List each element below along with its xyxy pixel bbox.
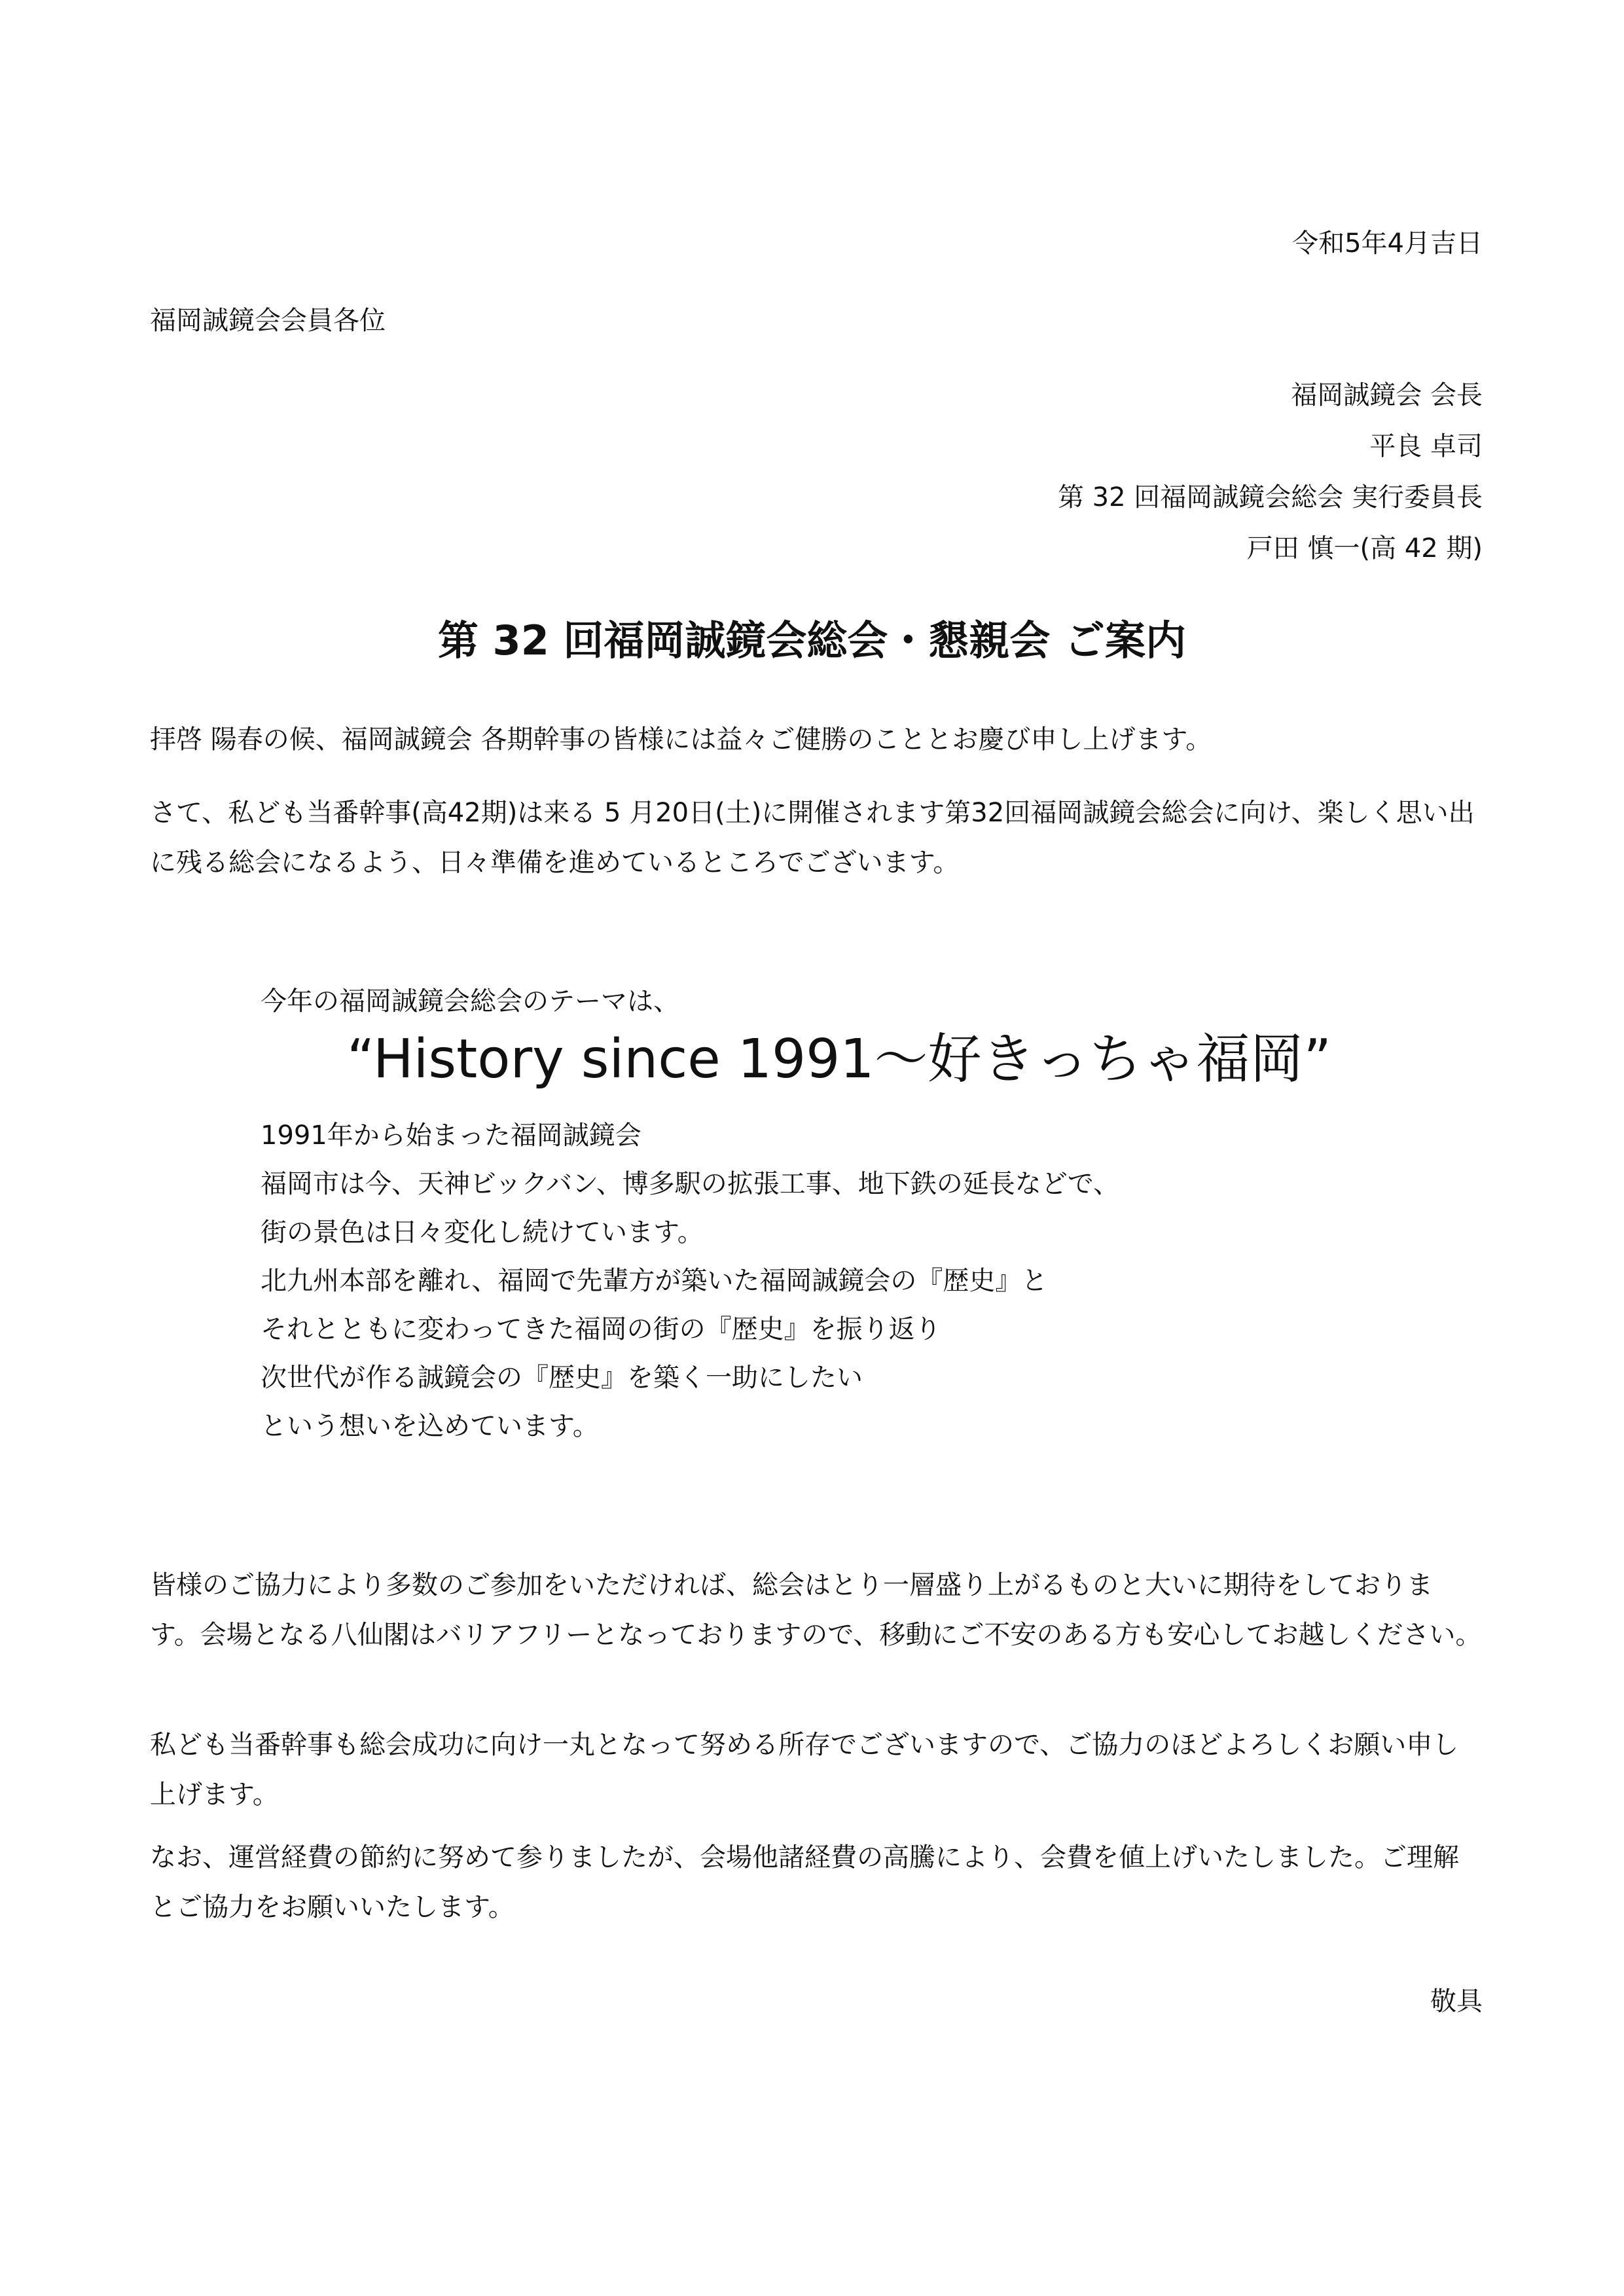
theme-line: 1991年から始まった福岡誠鏡会 [261, 1121, 641, 1151]
letter-date: 令和5年4月吉日 [1292, 228, 1483, 259]
theme-line: 北九州本部を離れ、福岡で先輩方が築いた福岡誠鏡会の『歴史』と [261, 1266, 1048, 1296]
sender-line-committee-chair: 第 32 回福岡誠鏡会総会 実行委員長 [1057, 482, 1483, 512]
sender-line-chair-name: 戸田 慎一(高 42 期) [1246, 533, 1483, 564]
theme-line: という想いを込めています。 [261, 1411, 599, 1441]
greeting-paragraph: 拝啓 陽春の候、福岡誠鏡会 各期幹事の皆様には益々ご健勝のこととお慶び申し上げます。 [150, 725, 1212, 755]
theme-lead: 今年の福岡誠鏡会総会のテーマは、 [261, 986, 679, 1016]
closing-paragraph-commitment: 私ども当番幹事も総会成功に向け一丸となって努める所存でございますので、ご協力のほどよろしくお願い申し上げます。 [150, 1730, 1459, 1810]
closing-paragraph-fee-notice: なお、運営経費の節約に努めて参りましたが、会場他諸経費の高騰により、会費を値上げいたしました。ご理解とご協力をお願いいたします。 [150, 1842, 1459, 1922]
theme-line: 福岡市は今、天神ビックバン、博多駅の拡張工事、地下鉄の延長などで、 [261, 1169, 1119, 1199]
theme-line: 街の景色は日々変化し続けています。 [261, 1217, 704, 1247]
closing-paragraph-participation: 皆様のご協力により多数のご参加をいただければ、総会はとり一層盛り上がるものと大いに期待をしております。会場となる八仙閣はバリアフリーとなっておりますので、移動にご不安のある方も安心してお越しください。 [150, 1570, 1482, 1650]
document-title: 第 32 回福岡誠鏡会総会・懇親会 ご案内 [437, 617, 1187, 664]
sender-line-association-president: 福岡誠鏡会 会長 [1291, 380, 1483, 410]
sign-off: 敬具 [1430, 1986, 1483, 2017]
theme-headline: “History since 1991〜好きっちゃ福岡” [347, 1028, 1331, 1090]
intro-paragraph: さて、私ども当番幹事(高42期)は来る 5 月20日(土)に開催されます第32回福岡誠鏡会総会に向け、楽しく思い出に残る総会になるよう、日々準備を進めているところでございます。 [150, 798, 1475, 878]
theme-line: それとともに変わってきた福岡の街の『歴史』を振り返り [261, 1314, 941, 1344]
sender-line-president-name: 平良 卓司 [1369, 431, 1483, 461]
addressee: 福岡誠鏡会会員各位 [150, 306, 386, 336]
theme-line: 次世代が作る誠鏡会の『歴史』を築く一助にしたい [261, 1363, 863, 1393]
